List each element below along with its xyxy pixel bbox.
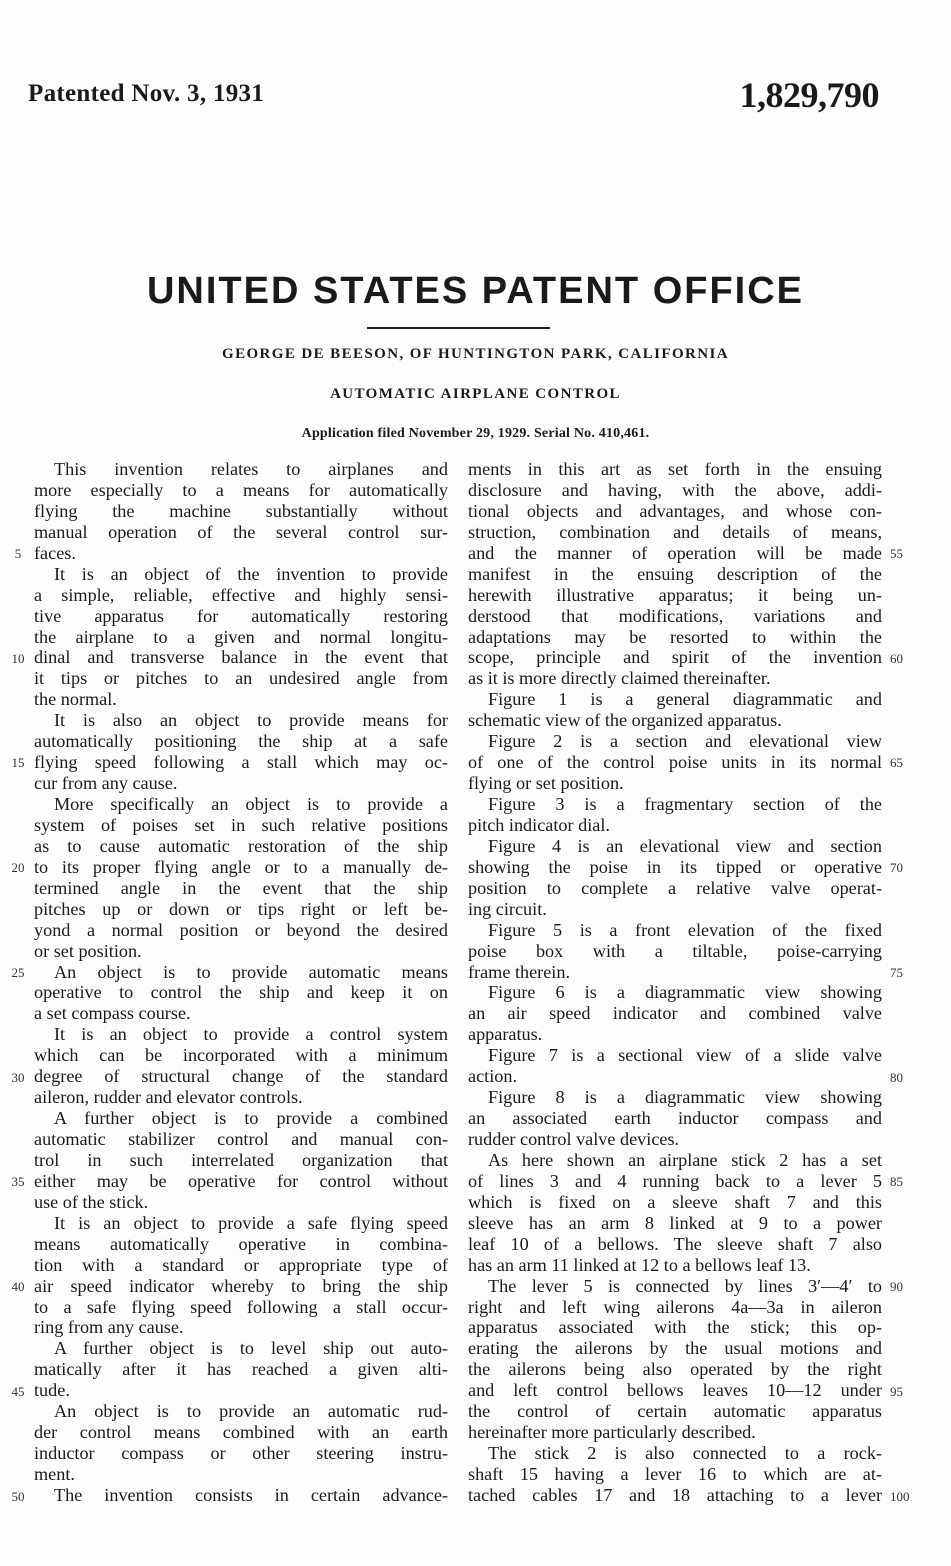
text-line: Figure 1 is a general diagrammatic and <box>488 689 882 710</box>
text-line: and the manner of operation will be made <box>468 542 882 563</box>
text-line: yond a normal position or beyond the desired <box>34 919 448 940</box>
text-line: of one of the control poise units in its normal <box>468 752 882 773</box>
text-line: faces. <box>34 542 76 563</box>
text-line: a set compass course. <box>34 1003 191 1024</box>
text-line: Figure 3 is a fragmentary section of the <box>488 794 882 814</box>
margin-line-number: 35 <box>11 1174 25 1190</box>
margin-line-number: 100 <box>890 1488 910 1504</box>
text-line: has an arm 11 linked at 12 to a bellows leaf 13. <box>468 1254 811 1275</box>
text-line: ments in this art as set forth in the ensuing <box>468 459 882 479</box>
margin-line-number: 20 <box>11 860 25 876</box>
text-line: shaft 15 having a lever 16 to which are at- <box>468 1464 882 1484</box>
text-line: right and left wing ailerons 4a—3a in aileron <box>468 1296 882 1317</box>
text-line: The stick 2 is also connected to a rock- <box>488 1443 882 1464</box>
text-line: showing the poise in its tipped or operative <box>468 856 882 877</box>
text-line: more especially to a means for automatically <box>34 479 448 500</box>
margin-line-number: 95 <box>890 1383 903 1399</box>
text-line: termined angle in the event that the ship <box>34 877 448 898</box>
text-line: pitch indicator dial. <box>468 814 610 835</box>
text-line: manifest in the ensuing description of the <box>468 563 882 584</box>
text-line: hereinafter more particularly described. <box>468 1422 756 1443</box>
text-line: position to complete a relative valve operat- <box>468 877 882 898</box>
text-line: adaptations may be resorted to within the <box>468 626 882 647</box>
text-line: leaf 10 of a bellows. The sleeve shaft 7 also <box>468 1233 882 1254</box>
text-line: an associated earth inductor compass and <box>468 1108 882 1129</box>
text-line: as to cause automatic restoration of the ship <box>34 835 448 856</box>
text-line: aileron, rudder and elevator controls. <box>34 1087 303 1108</box>
margin-line-number: 55 <box>890 545 903 561</box>
text-line: pitches up or down or tips right or left be- <box>34 898 448 919</box>
margin-line-number: 70 <box>890 860 903 876</box>
text-line: trol in such interrelated organization that <box>34 1149 448 1170</box>
text-line: It is an object to provide a safe flying speed <box>54 1212 448 1233</box>
text-line: The invention consists in certain advance- <box>54 1484 448 1505</box>
margin-line-number: 60 <box>890 650 903 666</box>
margin-line-number: 80 <box>890 1069 903 1085</box>
text-line: ment. <box>34 1464 75 1484</box>
text-line: system of poises set in such relative positions <box>34 814 448 835</box>
text-line: A further object is to level ship out auto- <box>54 1338 448 1359</box>
text-line: operative to control the ship and keep it on <box>34 982 448 1003</box>
text-line: scope, principle and spirit of the invention <box>468 647 882 668</box>
text-line: A further object is to provide a combined <box>54 1108 448 1129</box>
text-line: Figure 4 is an elevational view and section <box>488 835 882 856</box>
margin-line-number: 50 <box>11 1488 25 1504</box>
margin-line-number: 65 <box>890 755 903 771</box>
text-line: poise box with a tiltable, poise-carrying <box>468 940 882 961</box>
text-line: apparatus associated with the stick; this op- <box>468 1317 882 1338</box>
margin-line-number: 15 <box>11 755 25 771</box>
text-line: the normal. <box>34 689 117 710</box>
margin-line-number: 25 <box>11 964 25 980</box>
patent-number: 1,829,790 <box>739 75 879 115</box>
text-line: manual operation of the several control sur- <box>34 521 448 542</box>
margin-line-number: 40 <box>11 1279 25 1295</box>
text-line: use of the stick. <box>34 1191 149 1212</box>
invention-title: AUTOMATIC AIRPLANE CONTROL <box>330 386 621 402</box>
margin-line-number: 45 <box>11 1383 25 1399</box>
text-line: an air speed indicator and combined valve <box>468 1003 882 1024</box>
right-text-column <box>468 459 882 1506</box>
margin-line-number: 75 <box>890 964 903 980</box>
text-line: the airplane to a given and normal longitu- <box>34 626 448 647</box>
text-line: either may be operative for control without <box>34 1170 448 1191</box>
text-line: or set position. <box>34 940 142 961</box>
text-line: erating the ailerons by the usual motions and <box>468 1338 882 1359</box>
text-line: the ailerons being also operated by the right <box>468 1359 882 1380</box>
text-line: which is fixed on a sleeve shaft 7 and this <box>468 1191 882 1212</box>
text-line: schematic view of the organized apparatus. <box>468 710 782 731</box>
office-heading: UNITED STATES PATENT OFFICE <box>146 270 805 312</box>
margin-line-number: 30 <box>11 1069 25 1085</box>
margin-line-number: 90 <box>890 1279 903 1295</box>
text-line: degree of structural change of the standard <box>34 1066 448 1087</box>
text-line: means automatically operative in combina- <box>34 1233 448 1254</box>
text-line: automatically positioning the ship at a safe <box>34 731 448 752</box>
text-line: It is an object of the invention to provide <box>54 563 448 584</box>
text-line: ring from any cause. <box>34 1317 184 1338</box>
text-line: inductor compass or other steering instru- <box>34 1443 448 1464</box>
margin-line-number: 85 <box>890 1174 903 1190</box>
text-line: air speed indicator whereby to bring the ship <box>34 1275 448 1296</box>
text-line: As here shown an airplane stick 2 has a set <box>488 1149 882 1170</box>
text-line: Figure 8 is a diagrammatic view showing <box>488 1087 882 1108</box>
text-line: as it is more directly claimed thereinafter. <box>468 668 771 689</box>
text-line: action. <box>468 1066 517 1087</box>
text-line: a simple, reliable, effective and highly sensi- <box>34 584 448 605</box>
text-line: matically after it has reached a given alti- <box>34 1359 448 1380</box>
text-line: of lines 3 and 4 running back to a lever 5 <box>468 1170 882 1191</box>
text-line: It is an object to provide a control system <box>54 1024 448 1045</box>
text-line: Figure 2 is a section and elevational view <box>488 731 882 752</box>
text-line: apparatus. <box>468 1024 543 1045</box>
text-line: struction, combination and details of means, <box>468 521 882 542</box>
text-line: Figure 7 is a sectional view of a slide valve <box>488 1045 882 1066</box>
text-line: automatic stabilizer control and manual con- <box>34 1129 448 1149</box>
text-line: the control of certain automatic apparatus <box>468 1401 882 1422</box>
text-line: The lever 5 is connected by lines 3′—4′ to <box>488 1275 882 1296</box>
text-line: flying or set position. <box>468 773 624 794</box>
text-line: ing circuit. <box>468 898 547 919</box>
text-line: dinal and transverse balance in the event that <box>34 647 448 668</box>
text-line: An object is to provide an automatic rud- <box>54 1401 448 1422</box>
margin-line-number: 10 <box>11 650 25 666</box>
text-line: to a safe flying speed following a stall occur- <box>34 1296 448 1317</box>
text-line: cur from any cause. <box>34 773 178 794</box>
application-line: Application filed November 29, 1929. Serial No. 410,461. <box>301 426 650 441</box>
text-line: to its proper flying angle or to a manually de- <box>34 856 448 877</box>
text-line: tion with a standard or appropriate type of <box>34 1254 448 1275</box>
heading-divider <box>367 327 550 329</box>
text-line: Figure 5 is a front elevation of the fixed <box>488 919 882 940</box>
text-line: tached cables 17 and 18 attaching to a lever <box>468 1484 882 1505</box>
text-line: Figure 6 is a diagrammatic view showing <box>488 982 882 1003</box>
text-line: which can be incorporated with a minimum <box>34 1045 448 1066</box>
text-line: it tips or pitches to an undesired angle from <box>34 668 448 689</box>
text-line: tional objects and advantages, and whose con- <box>468 500 882 521</box>
text-line: tive apparatus for automatically restoring <box>34 605 448 626</box>
inventor-line: GEORGE DE BEESON, OF HUNTINGTON PARK, CALIFORNIA <box>222 346 729 362</box>
left-text-column <box>34 459 448 1506</box>
text-line: It is also an object to provide means for <box>54 710 448 731</box>
text-line: rudder control valve devices. <box>468 1129 680 1149</box>
margin-line-number: 5 <box>14 545 22 561</box>
text-line: herewith illustrative apparatus; it being un- <box>468 584 882 605</box>
text-line: disclosure and having, with the above, addi- <box>468 479 882 500</box>
text-line: sleeve has an arm 8 linked at 9 to a power <box>468 1212 882 1233</box>
text-line: flying speed following a stall which may oc- <box>34 752 448 773</box>
text-line: flying the machine substantially without <box>34 500 448 521</box>
text-line: and left control bellows leaves 10—12 under <box>468 1380 882 1401</box>
text-line: More specifically an object is to provide a <box>54 794 448 814</box>
text-line: tude. <box>34 1380 70 1401</box>
text-line: An object is to provide automatic means <box>54 961 448 982</box>
patent-date: Patented Nov. 3, 1931 <box>28 80 265 107</box>
text-line: der control means combined with an earth <box>34 1422 448 1443</box>
text-line: This invention relates to airplanes and <box>54 459 448 479</box>
text-line: frame therein. <box>468 961 570 982</box>
text-line: derstood that modifications, variations and <box>468 605 882 626</box>
